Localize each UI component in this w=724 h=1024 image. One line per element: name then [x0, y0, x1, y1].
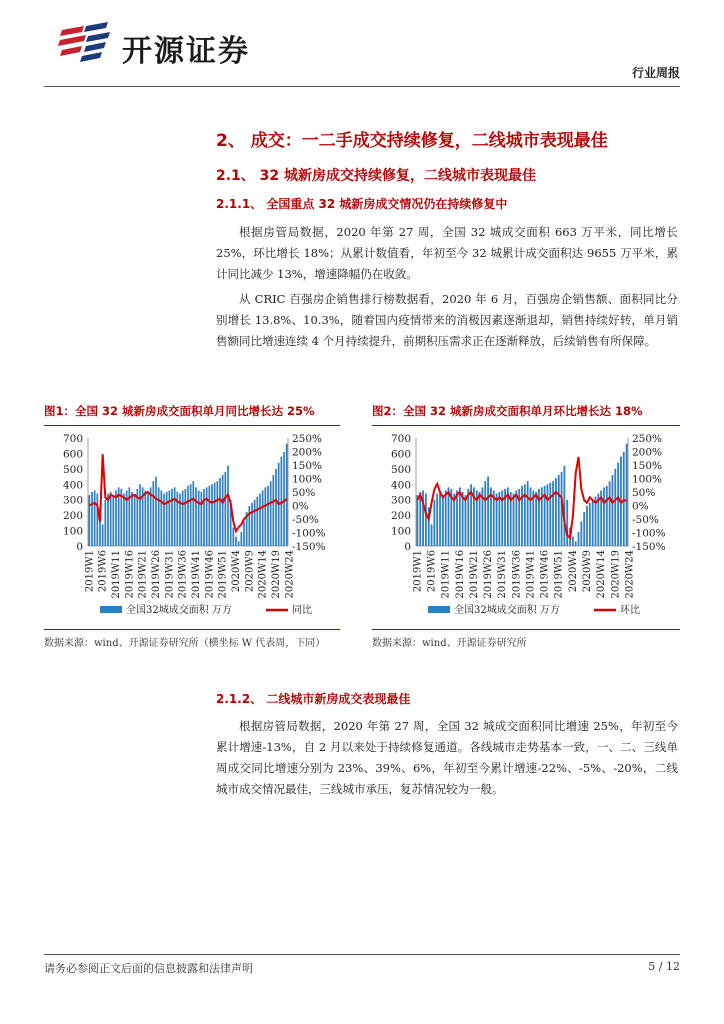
bar [521, 486, 523, 546]
left-axis-tick-label: 0 [404, 541, 411, 553]
right-axis-tick-label: 0% [292, 500, 309, 513]
bar [91, 492, 93, 546]
left-axis-tick-label: 600 [62, 448, 83, 461]
bar [612, 475, 614, 546]
right-axis-tick-label: -50% [632, 514, 659, 526]
left-axis-tick-label: 400 [390, 479, 411, 492]
legend-bar-swatch [428, 606, 450, 613]
bar [219, 478, 221, 546]
subsubsection-heading-2: 2.1.2、 二线城市新房成交表现最佳 [216, 692, 411, 706]
x-axis-tick-label: 2020W9 [244, 550, 256, 593]
bar [227, 466, 229, 546]
bar [555, 478, 557, 546]
bar [609, 481, 611, 546]
left-axis-tick-label: 600 [390, 448, 411, 461]
bar [115, 490, 117, 546]
figure-1-title: 图1：全国 32 城新房成交面积单月同比增长达 25% [44, 404, 315, 418]
x-axis-tick-label: 2019W11 [111, 550, 122, 599]
bar [436, 494, 438, 546]
x-axis-tick-label: 2019W6 [426, 550, 438, 593]
x-axis-tick-label: 2019W21 [137, 550, 149, 599]
bar [417, 495, 419, 546]
bar [603, 487, 605, 546]
header-divider [44, 86, 680, 87]
left-axis-tick-label: 700 [390, 433, 411, 445]
bar [256, 497, 258, 546]
left-axis-tick-label: 0 [76, 541, 83, 553]
figure-2-source: 数据来源：wind、开源证券研究所 [372, 638, 527, 649]
left-axis-tick-label: 300 [62, 494, 83, 507]
x-axis-tick-label: 2019W31 [164, 550, 176, 599]
x-axis-tick-label: 2019W31 [497, 550, 509, 599]
left-axis-tick-label: 100 [390, 525, 411, 538]
right-axis-tick-label: -100% [632, 527, 666, 540]
x-axis-tick-label: 2020W4 [567, 550, 579, 593]
bar [498, 492, 500, 546]
bar [240, 532, 242, 546]
bar [626, 444, 628, 546]
x-axis-tick-label: 2019W1 [412, 550, 424, 593]
x-axis-tick-label: 2019W41 [525, 550, 537, 599]
bar [206, 487, 208, 546]
brand-name: 开源证券 [122, 34, 250, 69]
bar [262, 490, 264, 546]
x-axis-tick-label: 2019W26 [483, 550, 495, 599]
bar [192, 481, 194, 546]
right-axis-tick-label: 250% [632, 433, 663, 445]
bar [211, 484, 213, 546]
bar [198, 490, 200, 546]
bar [286, 444, 288, 546]
footer-disclaimer: 请务必参阅正文后面的信息披露和法律声明 [44, 962, 253, 975]
bar [208, 486, 210, 546]
brand-logo-icon [56, 20, 112, 68]
x-axis-tick-label: 2020W4 [231, 550, 242, 593]
bar [484, 481, 486, 546]
bar [158, 487, 160, 546]
bar [160, 490, 162, 546]
bar [459, 487, 461, 546]
figure-1-bottom-rule [44, 629, 340, 630]
x-axis-tick-label: 2019W11 [440, 550, 452, 599]
section-heading: 2、 成交：一二手成交持续修复，二线城市表现最佳 [216, 131, 608, 151]
bar [171, 489, 173, 546]
bar [442, 495, 444, 546]
bar [589, 503, 591, 546]
bar [187, 486, 189, 546]
bar [112, 495, 114, 546]
bar [216, 481, 218, 546]
paragraph-3: 根据房管局数据，2020 年第 27 周，全国 32 城成交面积同比增速 25%，年初至今累计增速-13%，自 2 月以来处于持续修复通道。各线城市走势基本一致，一、二、三线单周成交同比增速分别为 23%、39%、6%，年初至今累计增速-22%、-5%、-20%，二线城市成交情况最佳，三线城市承压，复苏情况较为一般。 [216, 719, 678, 796]
bar [182, 490, 184, 546]
bar [563, 466, 565, 546]
bar [139, 484, 141, 546]
bar [425, 494, 427, 546]
bar [152, 481, 154, 546]
bar [168, 490, 170, 546]
chart-yoy [44, 428, 340, 626]
bar [254, 500, 256, 546]
legend-bar-swatch [100, 606, 122, 613]
right-axis-tick-label: 150% [292, 460, 323, 472]
bar [104, 500, 106, 546]
bar [251, 503, 253, 546]
bar [270, 481, 272, 546]
bar [513, 494, 515, 546]
bar [515, 490, 517, 546]
figure-2-top-rule [372, 425, 680, 426]
bar [200, 492, 202, 546]
left-axis-tick-label: 400 [62, 479, 83, 492]
left-axis-tick-label: 300 [390, 494, 411, 507]
bar [572, 537, 574, 546]
bar [190, 484, 192, 546]
x-axis-tick-label: 2019W36 [177, 550, 189, 599]
right-axis-tick-label: 50% [632, 487, 656, 499]
x-axis-tick-label: 2019W6 [97, 550, 109, 593]
legend-line-label: 同比 [292, 605, 312, 616]
bar [272, 475, 274, 546]
bar [448, 487, 450, 546]
paragraph-2: 从 CRIC 百强房企销售排行榜数据看，2020 年 6 月，百强房企销售额、面积同比分别增长 13.8%、10.3%，随着国内疫情带来的消极因素逐渐退却，销售持续好转，单月销售额同比增速连续 4 个月持续提升，前期积压需求正在逐渐释放，后续销售有所保障。 [216, 292, 678, 348]
bar [147, 492, 149, 546]
bar [547, 484, 549, 546]
bar [110, 492, 112, 546]
right-axis-tick-label: -50% [292, 514, 319, 526]
x-axis-tick-label: 2019W26 [151, 550, 162, 599]
bar [131, 492, 133, 546]
bar [155, 477, 157, 546]
bar [592, 500, 594, 546]
bar [530, 487, 532, 546]
x-axis-tick-label: 2019W51 [217, 550, 229, 599]
right-axis-tick-label: 250% [292, 433, 323, 445]
bar [163, 494, 165, 546]
bar [479, 492, 481, 546]
x-axis-tick-label: 2020W24 [284, 550, 296, 599]
subsubsection-heading-1: 2.1.1、 全国重点 32 城新房成交情况仍在持续修复中 [216, 197, 508, 211]
bar [283, 452, 285, 546]
x-axis-tick-label: 2020W19 [610, 550, 622, 599]
x-axis-tick-label: 2019W41 [191, 550, 202, 599]
bar [575, 541, 577, 546]
left-axis-tick-label: 200 [390, 510, 411, 523]
bar [578, 532, 580, 546]
right-axis-tick-label: 200% [292, 446, 323, 459]
bar [243, 521, 245, 546]
x-axis-tick-label: 2020W14 [257, 550, 269, 599]
right-axis-tick-label: -100% [292, 527, 326, 540]
x-axis-tick-label: 2019W51 [553, 550, 565, 599]
legend-bar-label: 全国32城成交面积 万方 [126, 605, 232, 616]
left-axis-tick-label: 200 [62, 510, 83, 523]
figure-2-bottom-rule [372, 629, 680, 630]
x-axis-tick-label: 2019W16 [454, 550, 466, 599]
bar [195, 487, 197, 546]
bar [558, 475, 560, 546]
right-axis-tick-label: -150% [292, 541, 326, 553]
bar [222, 475, 224, 546]
x-axis-tick-label: 2019W21 [468, 550, 480, 599]
bar [120, 489, 122, 546]
right-axis-tick-label: 100% [632, 473, 663, 486]
bar [419, 492, 421, 546]
bar [144, 490, 146, 546]
bar [431, 524, 433, 546]
right-axis-tick-label: 50% [292, 487, 316, 499]
bar [123, 494, 125, 546]
bar [224, 472, 226, 546]
bar [238, 541, 240, 546]
bar [259, 494, 261, 546]
bar [617, 463, 619, 546]
x-axis-tick-label: 2019W16 [124, 550, 136, 599]
chart-mom [372, 428, 680, 626]
bar [462, 492, 464, 546]
bar [535, 492, 537, 546]
bar [623, 452, 625, 546]
bar [88, 495, 90, 546]
bar [527, 481, 529, 546]
legend-line-label: 环比 [620, 605, 640, 616]
bar [583, 512, 585, 546]
bar [232, 527, 234, 546]
left-axis-tick-label: 500 [62, 463, 83, 476]
bar [174, 487, 176, 546]
bar [586, 506, 588, 546]
bar [150, 487, 152, 546]
bar [248, 506, 250, 546]
report-type-tag: 行业周报 [631, 66, 680, 80]
bar [614, 469, 616, 546]
bar [235, 537, 237, 546]
bar [94, 490, 96, 546]
x-axis-tick-label: 2019W1 [84, 550, 96, 593]
x-axis-tick-label: 2019W46 [204, 550, 216, 599]
x-axis-tick-label: 2020W19 [271, 550, 282, 599]
bar [465, 495, 467, 546]
left-axis-tick-label: 500 [390, 463, 411, 476]
right-axis-tick-label: 200% [632, 446, 663, 459]
bar [96, 494, 98, 546]
right-axis-tick-label: -150% [632, 541, 666, 553]
bar [549, 483, 551, 546]
bar [606, 486, 608, 546]
bar [166, 492, 168, 546]
bar [267, 486, 269, 546]
subsection-heading: 2.1、 32 城新房成交持续修复，二线城市表现最佳 [216, 168, 537, 184]
bar [439, 492, 441, 546]
figure-2-title: 图2：全国 32 城新房成交面积单月环比增长达 18% [372, 404, 643, 418]
footer-divider [44, 954, 680, 955]
right-axis-tick-label: 150% [632, 460, 663, 472]
x-axis-tick-label: 2020W14 [596, 550, 608, 599]
left-axis-tick-label: 700 [62, 433, 83, 445]
x-axis-tick-label: 2020W9 [582, 550, 593, 593]
bar [433, 500, 435, 546]
x-axis-tick-label: 2019W36 [511, 550, 523, 599]
right-axis-tick-label: 100% [292, 473, 323, 486]
bar [203, 489, 205, 546]
bar [580, 521, 582, 546]
bar [456, 490, 458, 546]
bar [134, 495, 136, 546]
bar [264, 487, 266, 546]
x-axis-tick-label: 2019W46 [539, 550, 551, 599]
brand-logo [56, 20, 276, 68]
figure-1-top-rule [44, 425, 340, 426]
bar [275, 469, 277, 546]
right-axis-tick-label: 0% [632, 500, 649, 513]
bar [102, 524, 104, 546]
figure-1-source: 数据来源：wind、开源证券研究所（横坐标 W 代表周，下同） [44, 638, 326, 649]
left-axis-tick-label: 100 [62, 525, 83, 538]
bar [445, 490, 447, 546]
bar [184, 489, 186, 546]
bar [552, 481, 554, 546]
page-number: 5 / 12 [648, 960, 680, 973]
bar [280, 457, 282, 546]
legend-bar-label: 全国32城成交面积 万方 [454, 605, 560, 616]
bar [214, 483, 216, 546]
paragraph-1: 根据房管局数据，2020 年第 27 周，全国 32 城成交面积 663 万平米，同比增长 25%，环比增长 18%；从累计数值看，年初至今 32 城累计成交面积达 9655 万平米，累计同比减少 13%，增速降幅仍在收敛。 [216, 225, 678, 281]
x-axis-tick-label: 2020W24 [624, 550, 636, 599]
bar [487, 477, 489, 546]
bar [566, 500, 568, 546]
